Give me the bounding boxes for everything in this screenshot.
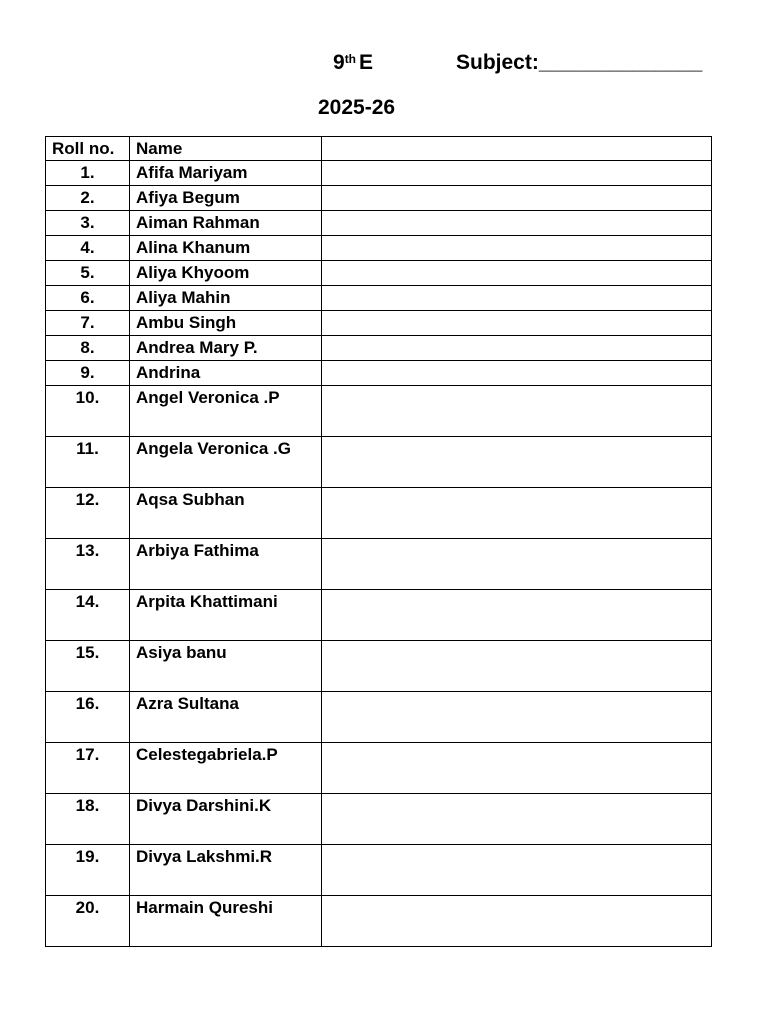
student-name-cell: Arpita Khattimani [130,590,322,641]
table-header-row [46,137,712,161]
roster-body [46,161,712,947]
table-row [46,539,712,590]
table-row [46,361,712,386]
student-roster-table [45,136,712,947]
roll-number-cell: 11. [46,437,130,488]
table-row [46,437,712,488]
table-row [46,488,712,539]
table-row [46,692,712,743]
table-row [46,261,712,286]
roll-number-cell: 4. [46,236,130,261]
roll-number-cell: 20. [46,896,130,947]
student-name-cell: Harmain Qureshi [130,896,322,947]
table-row [46,845,712,896]
blank-entry-cell [322,743,712,794]
student-name-cell: Afiya Begum [130,186,322,211]
blank-entry-cell [322,336,712,361]
roll-number-cell: 6. [46,286,130,311]
student-name-cell: Afifa Mariyam [130,161,322,186]
roll-number-cell: 14. [46,590,130,641]
student-name-cell: Arbiya Fathima [130,539,322,590]
table-row [46,743,712,794]
table-row [46,236,712,261]
table-row [46,590,712,641]
class-section: E [359,51,374,74]
roll-number-cell: 7. [46,311,130,336]
blank-entry-cell [322,896,712,947]
table-row [46,286,712,311]
table-row [46,896,712,947]
class-label [333,51,373,75]
roll-number-cell: 19. [46,845,130,896]
roll-number-cell: 9. [46,361,130,386]
student-name-cell: Angel Veronica .P [130,386,322,437]
student-name-cell: Aliya Khyoom [130,261,322,286]
roll-number-cell: 3. [46,211,130,236]
blank-entry-cell [322,236,712,261]
blank-entry-cell [322,286,712,311]
table-row [46,186,712,211]
blank-entry-cell [322,488,712,539]
student-name-cell: Divya Darshini.K [130,794,322,845]
blank-entry-cell [322,794,712,845]
column-header-blank [322,137,712,161]
student-name-cell: Andrina [130,361,322,386]
column-header-roll: Roll no. [46,137,130,161]
blank-entry-cell [322,211,712,236]
student-name-cell: Asiya banu [130,641,322,692]
roll-number-cell: 12. [46,488,130,539]
blank-entry-cell [322,311,712,336]
column-header-name: Name [130,137,322,161]
blank-entry-cell [322,361,712,386]
student-name-cell: Aliya Mahin [130,286,322,311]
roll-number-cell: 5. [46,261,130,286]
student-name-cell: Azra Sultana [130,692,322,743]
student-name-cell: Aqsa Subhan [130,488,322,539]
student-name-cell: Divya Lakshmi.R [130,845,322,896]
blank-entry-cell [322,161,712,186]
student-name-cell: Aiman Rahman [130,211,322,236]
class-number: 9 [333,51,345,74]
class-ordinal-suffix: th [344,52,357,66]
roll-number-cell: 18. [46,794,130,845]
table-row [46,794,712,845]
table-row [46,386,712,437]
roll-number-cell: 10. [46,386,130,437]
academic-year: 2025-26 [318,96,396,119]
roll-number-cell: 2. [46,186,130,211]
subject-label: Subject:______________ [456,51,703,74]
roll-number-cell: 17. [46,743,130,794]
blank-entry-cell [322,261,712,286]
table-row [46,311,712,336]
student-name-cell: Celestegabriela.P [130,743,322,794]
blank-entry-cell [322,590,712,641]
blank-entry-cell [322,845,712,896]
student-name-cell: Ambu Singh [130,311,322,336]
student-name-cell: Alina Khanum [130,236,322,261]
blank-entry-cell [322,692,712,743]
table-row [46,161,712,186]
blank-entry-cell [322,641,712,692]
roll-number-cell: 8. [46,336,130,361]
blank-entry-cell [322,437,712,488]
roll-number-cell: 15. [46,641,130,692]
blank-entry-cell [322,539,712,590]
table-row [46,641,712,692]
blank-entry-cell [322,386,712,437]
roll-number-cell: 1. [46,161,130,186]
student-name-cell: Angela Veronica .G [130,437,322,488]
blank-entry-cell [322,186,712,211]
roll-number-cell: 16. [46,692,130,743]
student-name-cell: Andrea Mary P. [130,336,322,361]
table-row [46,336,712,361]
table-row [46,211,712,236]
roll-number-cell: 13. [46,539,130,590]
